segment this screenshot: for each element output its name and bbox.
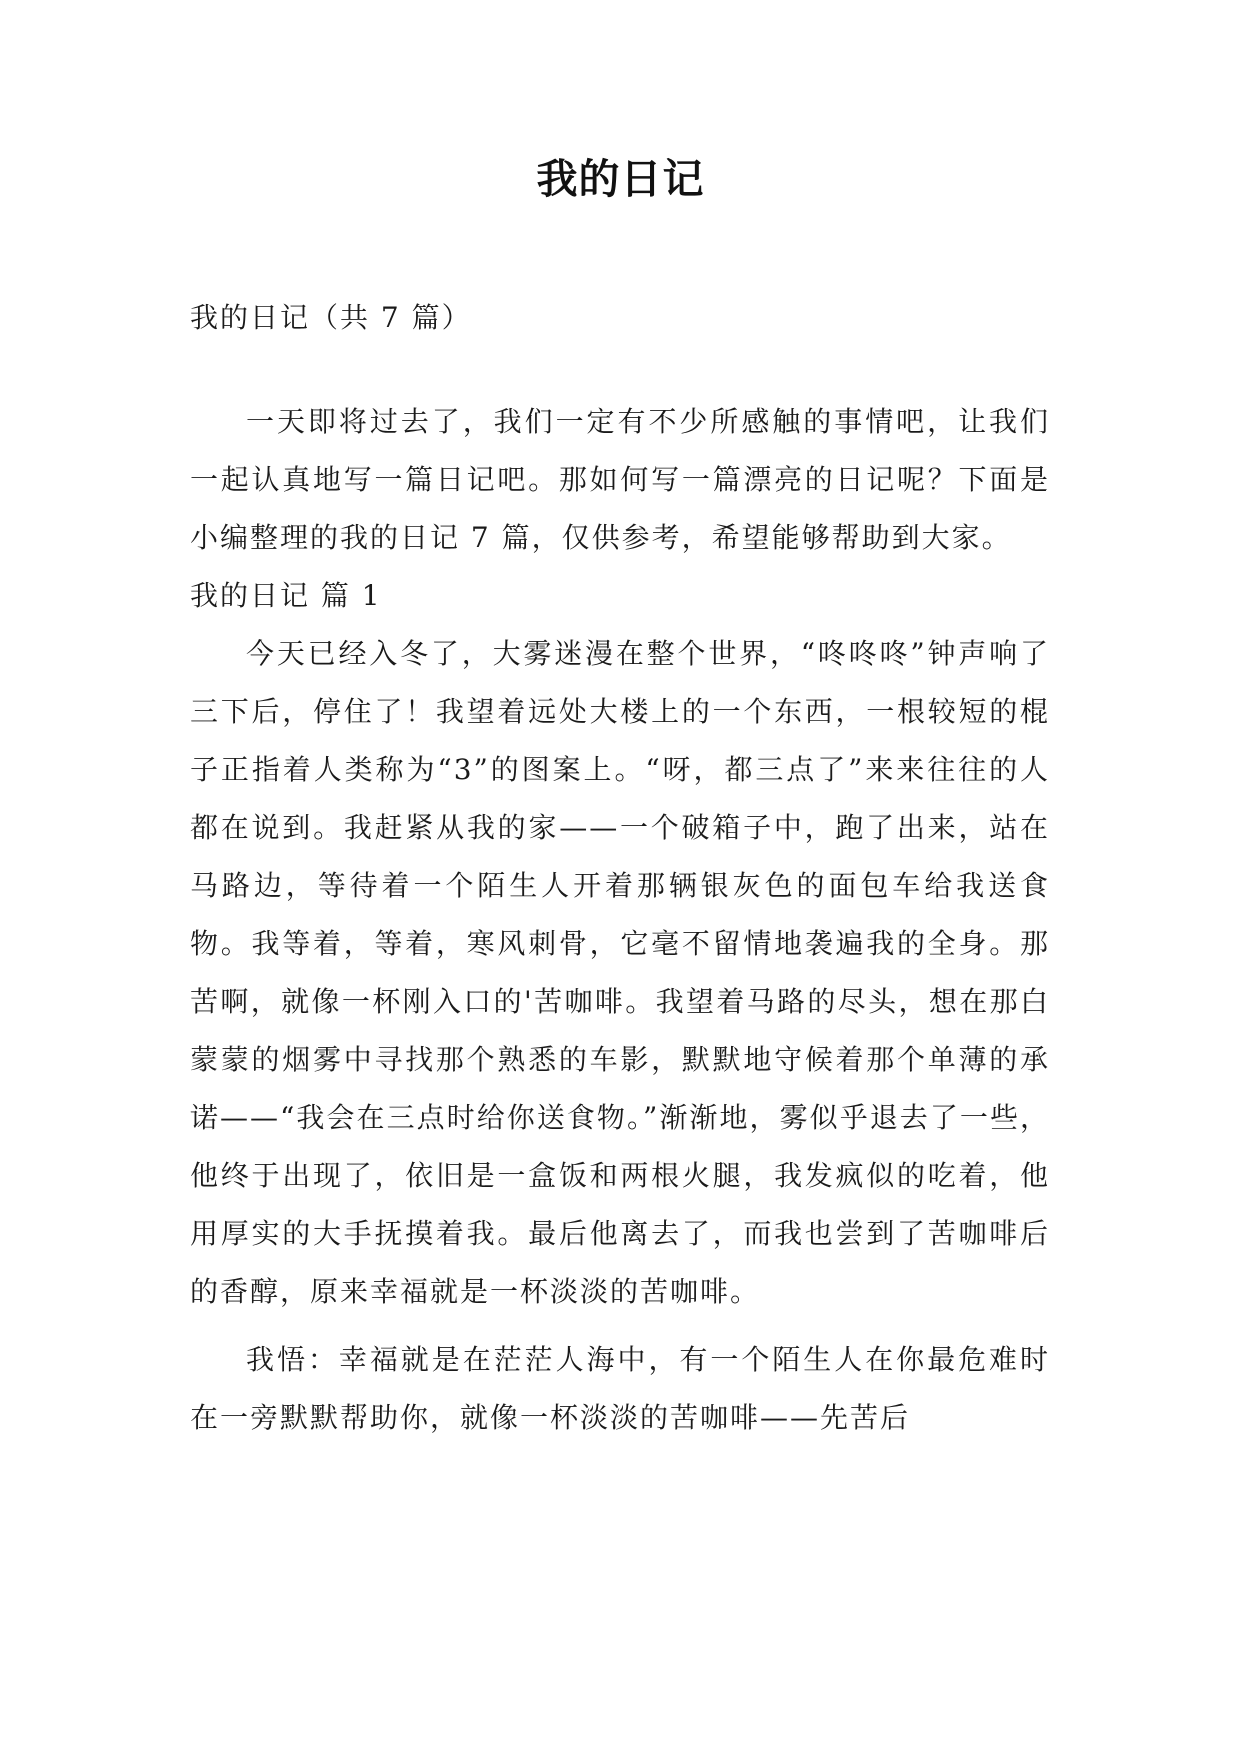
document-body: [190, 289, 1050, 1447]
body-paragraph: 我悟：幸福就是在茫茫人海中，有一个陌生人在你最危难时在一旁默默帮助你，就像一杯淡淡的苦咖啡——先苦后: [190, 1343, 1050, 1434]
section-heading: 我的日记 篇 1: [190, 579, 382, 612]
document-title: 我的日记: [536, 155, 705, 203]
intro-paragraph: 一天即将过去了，我们一定有不少所感触的事情吧，让我们一起认真地写一篇日记吧。那如何写一篇漂亮的日记呢？下面是小编整理的我的日记 7 篇，仅供参考，希望能够帮助到大家。: [190, 405, 1050, 554]
document-subtitle: 我的日记（共 7 篇）: [190, 301, 472, 334]
body-paragraph: 今天已经入冬了，大雾迷漫在整个世界，“咚咚咚”钟声响了三下后，停住了！我望着远处大楼上的一个东西，一根较短的棍子正指着人类称为“3”的图案上。“呀，都三点了”来来往往的人都在说到。我赶紧从我的家——一个破箱子中，跑了出来，站在马路边，等待着一个陌生人开着那辆银灰色的面包车给我送食物。我等着，等着，寒风刺骨，它毫不留情地袭遍我的全身。那苦啊，就像一杯刚入口的'苦咖啡。我望着马路的尽头，想在那白蒙蒙的烟雾中寻找那个熟悉的车影，默默地守候着那个单薄的承诺——“我会在三点时给你送食物。”渐渐地，雾似乎退去了一些，他终于出现了，依旧是一盒饭和两根火腿，我发疯似的吃着，他用厚实的大手抚摸着我。最后他离去了，而我也尝到了苦咖啡后的香醇，原来幸福就是一杯淡淡的苦咖啡。: [190, 637, 1050, 1308]
